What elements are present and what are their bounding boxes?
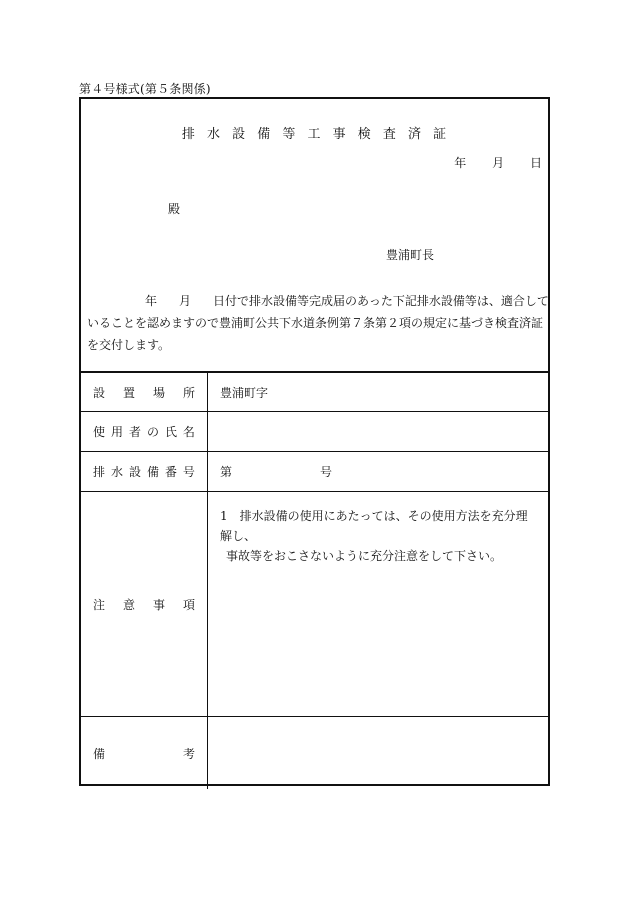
notes-value — [208, 492, 548, 716]
issue-date — [454, 154, 542, 171]
certificate-body — [87, 290, 549, 356]
issuer-name: 豊浦町長 — [386, 248, 435, 262]
equipment-number-label: 排 水 設 備 番 号 — [81, 452, 208, 491]
notes-line-2: 事故等をおこさないように充分注意をして下さい。 — [226, 549, 503, 563]
equipment-number-value[interactable] — [208, 452, 548, 491]
document-title: 排 水 設 備 等 工 事 検 査 済 証 — [181, 127, 448, 142]
table-row-equipment-number — [81, 452, 548, 492]
table-row-notes — [81, 492, 548, 717]
location-label: 設 置 場 所 — [81, 373, 208, 411]
equipment-number-prefix: 第 — [220, 465, 233, 479]
user-name-label: 使 用 者 の 氏 名 — [81, 412, 208, 451]
location-value[interactable]: 豊浦町字 — [220, 385, 269, 400]
remarks-value[interactable] — [208, 717, 548, 789]
addressee-suffix: 殿 — [168, 202, 181, 216]
notes-label: 注 意 事 項 — [81, 492, 208, 716]
remarks-label: 備 考 — [81, 717, 208, 789]
notes-line-1: 1 排水設備の使用にあたっては、その使用方法を充分理解し、 — [220, 509, 528, 543]
date-month: 月 — [492, 156, 505, 170]
body-sentence: 日付で排水設備等完成届のあった下記排水設備等は、適合していることを認めますので豊浦町公共下水道条例第７条第２項の規定に基づき検査済証を交付します。 — [87, 294, 549, 352]
user-name-value[interactable] — [208, 412, 548, 451]
table-row-user-name — [81, 412, 548, 452]
date-day: 日 — [529, 156, 542, 170]
details-table — [81, 371, 548, 789]
body-year: 年 — [145, 294, 158, 308]
inspection-certificate-form — [79, 97, 550, 786]
body-month: 月 — [179, 294, 192, 308]
equipment-number-suffix: 号 — [320, 465, 333, 479]
table-row-remarks — [81, 717, 548, 789]
date-year: 年 — [454, 156, 467, 170]
table-row-location — [81, 373, 548, 412]
form-caption: 第４号様式(第５条関係) — [79, 82, 211, 96]
